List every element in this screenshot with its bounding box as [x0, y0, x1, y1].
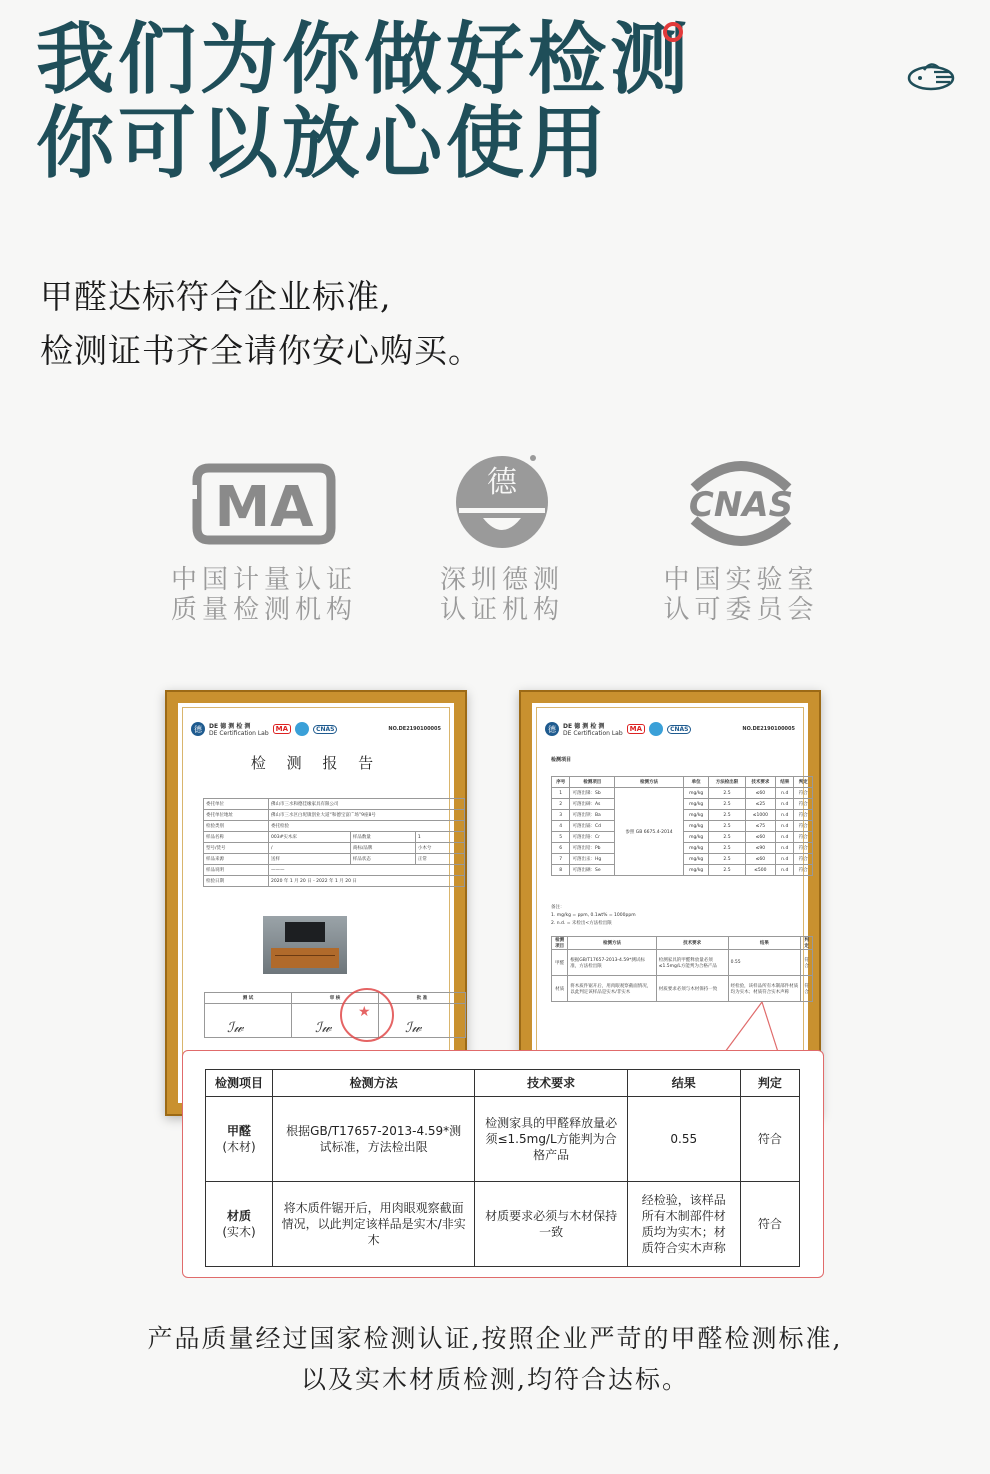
- table-cell: 将木质件锯开后，用肉眼观察截面情况，以此判定该样品是实木/非实木: [568, 976, 657, 1002]
- table-cell: 2.5: [709, 821, 745, 832]
- table-cell: n.d: [776, 854, 794, 865]
- cert2-notes: [551, 904, 636, 928]
- zoom-cell-req: 材质要求必须与木材保持一致: [475, 1182, 628, 1267]
- table-cell: 2: [552, 799, 570, 810]
- table-cell: 正常: [415, 854, 464, 865]
- table-cell: 样品数量: [350, 832, 415, 843]
- zoom-cell-method: 将木质件锯开后，用肉眼观察截面情况，以此判定该样品是实木/非实木: [273, 1182, 475, 1267]
- table-cell: 符合: [794, 832, 813, 843]
- table-cell: 符合: [794, 810, 813, 821]
- table-cell: 技术要求: [656, 937, 728, 950]
- subtitle-line-1: 甲醛达标符合企业标准,: [40, 277, 392, 316]
- table-cell: 8: [552, 865, 570, 876]
- cnas-logo-icon: [676, 450, 806, 555]
- table-row: [552, 950, 813, 976]
- table-cell: mg/kg: [684, 865, 709, 876]
- table-row: [204, 799, 465, 810]
- table-cell: 5: [552, 832, 570, 843]
- note-line: 备注：: [551, 905, 565, 910]
- table-cell: /: [269, 843, 351, 854]
- cert2-metal-table: [551, 776, 813, 876]
- table-cell: ≤500: [745, 865, 775, 876]
- table-cell: 经检验，该样品所有木制部件材质均为实木；材质符合实木声称: [728, 976, 801, 1002]
- ilac-mini-icon-2: [649, 722, 663, 736]
- table-cell: 可溶出砷：As: [570, 799, 615, 810]
- cert1-header: [191, 718, 441, 740]
- table-cell: n.d: [776, 821, 794, 832]
- sign-label-test: 测 试: [205, 993, 292, 1004]
- item-name: 材质: [227, 1209, 252, 1223]
- table-cell: 检测家具的甲醛释放量必须≤1.5mg/L方能判为合格产品: [656, 950, 728, 976]
- table-cell: 检验日期: [204, 876, 269, 887]
- cert1-info-table: [203, 798, 465, 887]
- zoom-cell-verdict: 符合: [740, 1097, 799, 1182]
- table-row: [204, 843, 465, 854]
- table-cell: 结果: [728, 937, 801, 950]
- ma-mini-icon-2: MA: [627, 724, 645, 734]
- table-cell: 可溶出硒：Se: [570, 865, 615, 876]
- zoom-cell-result: 0.55: [627, 1097, 740, 1182]
- table-cell: 样品状态: [350, 854, 415, 865]
- headline-line-1: 我们为你做好检测: [36, 14, 693, 105]
- signature-1: ℐ𝓌: [227, 1020, 244, 1036]
- cert2-section-label: 检测项目: [551, 757, 572, 763]
- table-cell: 检测项目: [552, 937, 568, 950]
- zoomed-result-table: [205, 1069, 800, 1267]
- zoom-head-result: 结果: [627, 1070, 740, 1097]
- table-cell: 判定: [794, 777, 813, 788]
- table-cell: 符合: [794, 799, 813, 810]
- de-mini-icon: 德: [191, 722, 205, 736]
- de-mini-icon-2: 德: [545, 722, 559, 736]
- logo-de: [392, 450, 612, 625]
- table-cell: 可溶出铅：Pb: [570, 843, 615, 854]
- table-cell: 符合: [794, 788, 813, 799]
- table-cell: 佛山市三水区白坭镇创业大道“和德宝富广场”9座8号: [269, 810, 465, 821]
- table-cell: 2.5: [709, 832, 745, 843]
- table-cell: 2.5: [709, 799, 745, 810]
- zoom-head-method: 检测方法: [273, 1070, 475, 1097]
- table-cell: 委托单位地址: [204, 810, 269, 821]
- zoom-head-item: 检测项目: [206, 1070, 273, 1097]
- table-cell: 送样: [269, 854, 351, 865]
- table-cell: n.d: [776, 843, 794, 854]
- item-sub: (实木): [222, 1225, 256, 1239]
- subtitle-line-2: 检测证书齐全请你安心购买。: [40, 331, 482, 370]
- table-cell: 符合: [794, 854, 813, 865]
- table-cell: ≤90: [745, 843, 775, 854]
- signature-3: ℐ𝓌: [405, 1020, 422, 1036]
- table-cell: 检测方法: [615, 777, 684, 788]
- logo-cnas-caption: [631, 565, 851, 625]
- cert1-org-name: DE 德 测 检 测: [209, 723, 251, 730]
- table-cell: 佛山市三水和德佳缘家具有限公司: [269, 799, 465, 810]
- table-cell: 材质要求必须与木材保持一致: [656, 976, 728, 1002]
- table-row: [204, 810, 465, 821]
- table-cell: 可溶出汞：Hg: [570, 854, 615, 865]
- signature-2: ℐ𝓌: [315, 1020, 332, 1036]
- table-row: [552, 788, 813, 799]
- table-cell: n.d: [776, 810, 794, 821]
- zoom-cell-req: 检测家具的甲醛释放量必须≤1.5mg/L方能判为合格产品: [475, 1097, 628, 1182]
- logo-cnas: [631, 450, 851, 625]
- headline: [36, 14, 693, 189]
- cert1-org: [209, 721, 269, 737]
- table-row: [204, 832, 465, 843]
- sign-label-approve: 批 准: [379, 993, 466, 1004]
- logo-cnas-line-2: 认可委员会: [663, 595, 819, 625]
- sign-label-review: 审 核: [292, 993, 379, 1004]
- table-cell: mg/kg: [684, 810, 709, 821]
- table-cell: 甲醛: [552, 950, 568, 976]
- table-cell: 样品来源: [204, 854, 269, 865]
- table-cell: n.d: [776, 865, 794, 876]
- table-cell: mg/kg: [684, 821, 709, 832]
- logo-ma-line-2: 质量检测机构: [170, 595, 357, 625]
- table-cell: 可溶出钡：Ba: [570, 810, 615, 821]
- zoom-cell-verdict: 符合: [740, 1182, 799, 1267]
- cnas-mini-icon: CNAS: [313, 725, 337, 734]
- table-cell: 检测项目: [570, 777, 615, 788]
- cnas-mini-icon-2: CNAS: [667, 725, 691, 734]
- table-cell: 结果: [776, 777, 794, 788]
- table-cell: mg/kg: [684, 843, 709, 854]
- cert1-org-en: DE Certification Lab: [209, 730, 269, 737]
- table-cell: mg/kg: [684, 799, 709, 810]
- table-cell: 参照 GB 6675.4-2014: [615, 788, 684, 876]
- ma-logo-text: MA: [214, 475, 314, 540]
- table-cell: 委托检验: [269, 821, 465, 832]
- table-cell: 2.5: [709, 843, 745, 854]
- table-row: [552, 976, 813, 1002]
- table-cell: 技术要求: [745, 777, 775, 788]
- headline-line-2: 你可以放心使用: [36, 98, 611, 189]
- cert1-title: 检 测 报 告: [250, 754, 382, 772]
- table-cell: 3: [552, 810, 570, 821]
- table-cell: mg/kg: [684, 832, 709, 843]
- cert2-header: [545, 718, 795, 740]
- table-row: [204, 876, 465, 887]
- table-row: [206, 1097, 800, 1182]
- zoom-head-req: 技术要求: [475, 1070, 628, 1097]
- table-cell: n.d: [776, 832, 794, 843]
- table-cell: 2.5: [709, 788, 745, 799]
- table-cell: 单位: [684, 777, 709, 788]
- zoom-cell-result: 经检验，该样品所有木制部件材质均为实木；材质符合实木声称: [627, 1182, 740, 1267]
- table-cell: 方法检出限: [709, 777, 745, 788]
- zoomed-result-panel: [182, 1050, 824, 1278]
- certificate-page-1: [182, 707, 450, 1099]
- logo-de-line-2: 认证机构: [439, 595, 564, 625]
- table-cell: 符合: [794, 821, 813, 832]
- mascot-icon: [906, 58, 956, 92]
- note-line: 2. n.d. = 未检出<方法检出限: [551, 921, 612, 926]
- red-stamp-icon: [340, 988, 394, 1042]
- table-cell: 根据GB/T17657-2013-4.59*测试标准，方法检出限: [568, 950, 657, 976]
- cert2-formaldehyde-table: [551, 936, 813, 1002]
- de-logo-text: 德: [487, 465, 517, 500]
- table-cell: 1: [552, 788, 570, 799]
- zoom-header-row: [206, 1070, 800, 1097]
- item-name: 甲醛: [227, 1124, 252, 1138]
- table-cell: 可溶出铬：Cr: [570, 832, 615, 843]
- logo-ma-line-1: 中国计量认证: [170, 565, 357, 595]
- table-cell: 可溶出锑：Sb: [570, 788, 615, 799]
- table-cell: 检测方法: [568, 937, 657, 950]
- table-cell: 7: [552, 854, 570, 865]
- table-row: [204, 854, 465, 865]
- table-row: [204, 865, 465, 876]
- table-cell: 材质: [552, 976, 568, 1002]
- bottom-line-1: 产品质量经过国家检测认证,按照企业严苛的甲醛检测标准,: [147, 1324, 843, 1353]
- table-cell: n.d: [776, 799, 794, 810]
- logo-ma: [154, 450, 374, 625]
- subtitle: [40, 270, 482, 378]
- zoom-cell-method: 根据GB/T17657-2013-4.59*测试标准，方法检出限: [273, 1097, 475, 1182]
- de-logo-icon: [447, 450, 557, 555]
- cert2-number: NO.DE2190100005: [742, 726, 795, 732]
- cert2-org: [563, 721, 623, 737]
- certificate-page-2: [536, 707, 809, 1099]
- zoom-cell-item: [206, 1182, 273, 1267]
- table-cell: 型号/货号: [204, 843, 269, 854]
- logo-ma-caption: [154, 565, 374, 625]
- table-row: [206, 1182, 800, 1267]
- table-cell: ≤25: [745, 799, 775, 810]
- table-cell: 6: [552, 843, 570, 854]
- table-cell: 检验类别: [204, 821, 269, 832]
- table-row: [552, 937, 813, 950]
- table-cell: ≤60: [745, 832, 775, 843]
- table-cell: ≤1000: [745, 810, 775, 821]
- table-cell: mg/kg: [684, 788, 709, 799]
- cert2-org-en: DE Certification Lab: [563, 730, 623, 737]
- table-cell: 0.55: [728, 950, 801, 976]
- table-cell: 003#实木床: [269, 832, 351, 843]
- note-line: 1. mg/kg = ppm, 0.1wt% = 1000ppm: [551, 913, 636, 918]
- table-row: [204, 821, 465, 832]
- item-sub: (木材): [222, 1140, 256, 1154]
- tv-cabinet-shape: [271, 948, 339, 968]
- table-cell: 符合: [801, 976, 813, 1002]
- table-cell: 符合: [801, 950, 813, 976]
- table-cell: 样品说明: [204, 865, 269, 876]
- table-cell: 可溶出镉：Cd: [570, 821, 615, 832]
- ma-logo-icon: [189, 450, 339, 555]
- zoom-cell-item: [206, 1097, 273, 1182]
- zoom-head-verdict: 判定: [740, 1070, 799, 1097]
- cert1-sign-table: [204, 992, 466, 1038]
- table-cell: 2.5: [709, 810, 745, 821]
- table-cell: ———: [269, 865, 465, 876]
- table-cell: 符合: [794, 865, 813, 876]
- table-row: [552, 777, 813, 788]
- bottom-line-2: 以及实木材质检测,均符合达标。: [301, 1365, 689, 1394]
- logo-cnas-line-1: 中国实验室: [663, 565, 819, 595]
- tv-shape: [285, 922, 325, 942]
- table-cell: 委托单位: [204, 799, 269, 810]
- logo-de-line-1: 深圳德测: [439, 565, 564, 595]
- table-cell: ≤60: [745, 854, 775, 865]
- logo-de-caption: [392, 565, 612, 625]
- ma-mini-icon: MA: [273, 724, 291, 734]
- product-photo: [263, 916, 347, 974]
- table-cell: 样品名称: [204, 832, 269, 843]
- table-cell: 小木兮: [415, 843, 464, 854]
- table-cell: mg/kg: [684, 854, 709, 865]
- table-cell: 判定: [801, 937, 813, 950]
- table-cell: 2.5: [709, 854, 745, 865]
- ilac-mini-icon: [295, 722, 309, 736]
- table-cell: 商标/品牌: [350, 843, 415, 854]
- cert1-number: NO.DE2190100005: [388, 726, 441, 732]
- bottom-caption: [0, 1318, 990, 1400]
- table-cell: 序号: [552, 777, 570, 788]
- cert2-org-name: DE 德 测 检 测: [563, 723, 605, 730]
- table-cell: 符合: [794, 843, 813, 854]
- table-cell: 1: [415, 832, 464, 843]
- table-cell: 2020 年 1 月 20 日 - 2022 年 1 月 20 日: [269, 876, 465, 887]
- table-cell: 4: [552, 821, 570, 832]
- table-cell: ≤75: [745, 821, 775, 832]
- table-cell: n.d: [776, 788, 794, 799]
- red-dot-icon: [663, 22, 683, 42]
- table-cell: 2.5: [709, 865, 745, 876]
- cnas-logo-text: CNAS: [688, 485, 794, 525]
- table-cell: ≤60: [745, 788, 775, 799]
